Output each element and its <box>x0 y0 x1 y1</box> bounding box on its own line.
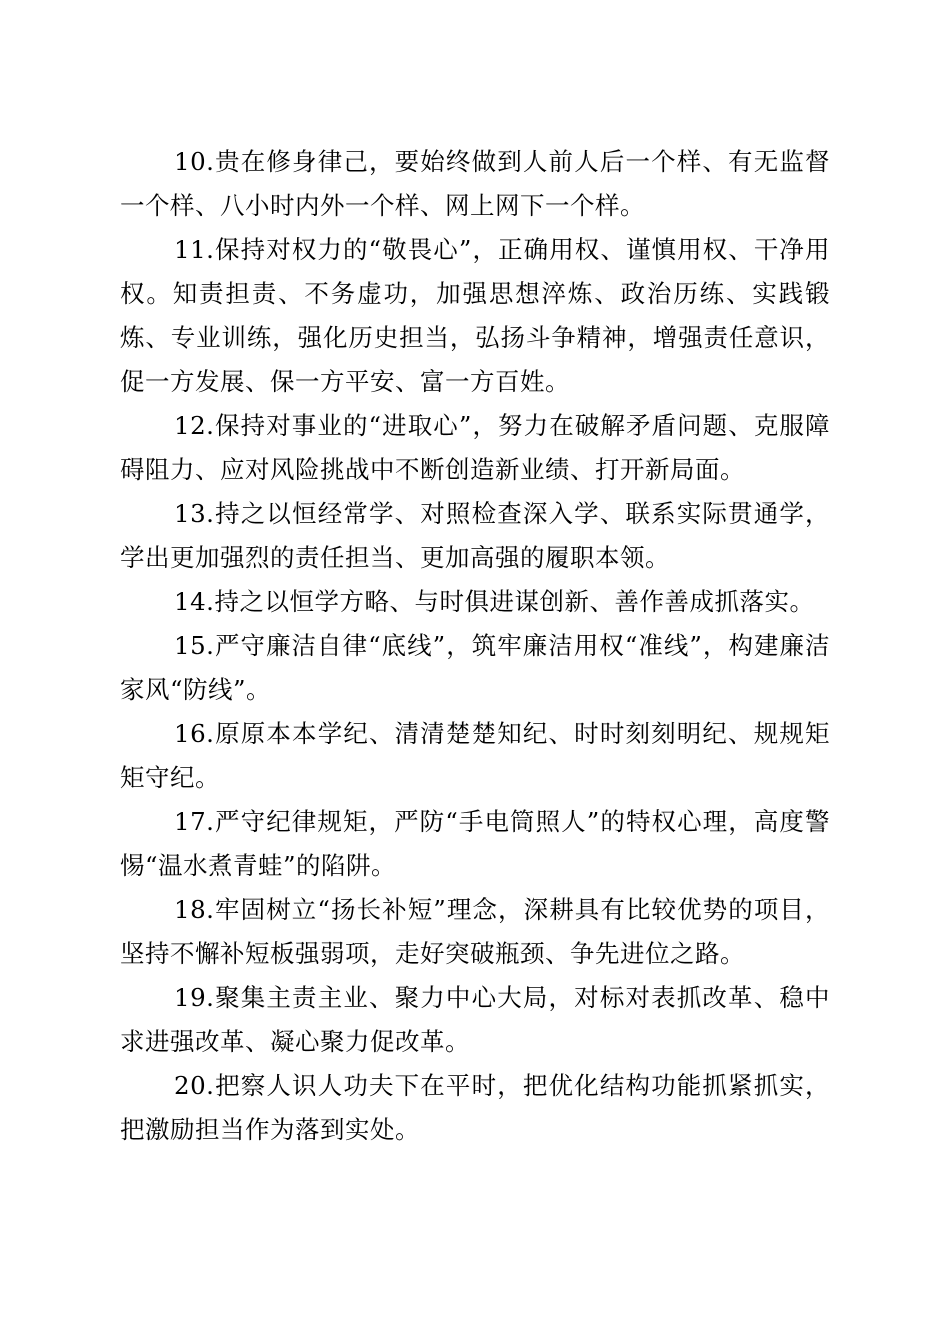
paragraph-13: 13.持之以恒经常学、对照检查深入学、联系实际贯通学，学出更加强烈的责任担当、更加高强的履职本领。 <box>120 499 830 572</box>
paragraph-11: 11.保持对权力的“敬畏心”，正确用权、谨慎用权、干净用权。知责担责、不务虚功，加强思想淬炼、政治历练、实践锻炼、专业训练，强化历史担当，弘扬斗争精神，增强责任意识，促一方发展、保一方平安、富一方百姓。 <box>120 235 830 396</box>
paragraph-10: 10.贵在修身律己，要始终做到人前人后一个样、有无监督一个样、八小时内外一个样、网上网下一个样。 <box>120 147 830 220</box>
paragraph-18: 18.牢固树立“扬长补短”理念，深耕具有比较优势的项目，坚持不懈补短板强弱项，走好突破瓶颈、争先进位之路。 <box>120 895 830 968</box>
paragraph-15: 15.严守廉洁自律“底线”，筑牢廉洁用权“准线”，构建廉洁家风“防线”。 <box>120 631 830 704</box>
paragraph-20: 20.把察人识人功夫下在平时，把优化结构功能抓紧抓实，把激励担当作为落到实处。 <box>120 1071 830 1144</box>
paragraph-12: 12.保持对事业的“进取心”，努力在破解矛盾问题、克服障碍阻力、应对风险挑战中不断创造新业绩、打开新局面。 <box>120 411 830 484</box>
paragraph-17: 17.严守纪律规矩，严防“手电筒照人”的特权心理，高度警惕“温水煮青蛙”的陷阱。 <box>120 807 830 880</box>
paragraph-16: 16.原原本本学纪、清清楚楚知纪、时时刻刻明纪、规规矩矩守纪。 <box>120 719 830 792</box>
paragraph-14: 14.持之以恒学方略、与时俱进谋创新、善作善成抓落实。 <box>174 587 815 616</box>
document-body <box>120 140 830 1152</box>
paragraph-19: 19.聚集主责主业、聚力中心大局，对标对表抓改革、稳中求进强改革、凝心聚力促改革。 <box>120 983 830 1056</box>
